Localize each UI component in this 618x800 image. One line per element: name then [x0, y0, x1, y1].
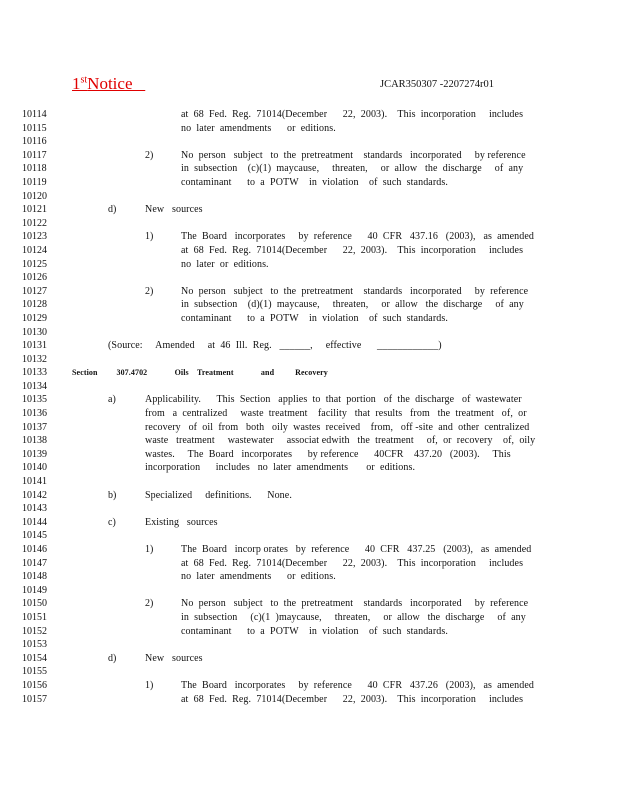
line-number: 10145: [22, 530, 47, 542]
line-text: wastes. The Board incorporates by reference 40CFR 437.20 (2003). This: [145, 448, 511, 460]
line-number: 10126: [22, 272, 47, 284]
line-number: 10121: [22, 204, 47, 216]
document-line: [0, 230, 618, 244]
document-line: [0, 407, 618, 421]
line-number: 10151: [22, 611, 47, 623]
item-marker: d): [108, 204, 117, 216]
line-number: 10125: [22, 258, 47, 270]
document-line: [0, 475, 618, 489]
line-text: no later amendments or editions.: [181, 571, 336, 583]
line-number: 10131: [22, 340, 47, 352]
line-text: at 68 Fed. Reg. 71014(December 22, 2003). This incorporation includes: [181, 693, 524, 705]
line-number: 10140: [22, 462, 47, 474]
section-heading: Section 307.4702 Oils Treatment and Recovery: [72, 368, 328, 378]
document-line: [0, 162, 618, 176]
line-text: Existing sources: [145, 516, 218, 528]
document-line: [0, 529, 618, 543]
line-number: 10119: [22, 176, 47, 188]
item-marker: 2): [145, 598, 154, 610]
line-number: 10152: [22, 625, 47, 637]
line-text: incorporation includes no later amendments or editions.: [145, 462, 416, 474]
line-text: New sources: [145, 652, 203, 664]
line-text: no later or editions.: [181, 258, 269, 270]
line-text: at 68 Fed. Reg. 71014(December 22, 2003). This incorporation includes: [181, 109, 524, 120]
line-number: 10137: [22, 421, 47, 433]
document-line: [0, 339, 618, 353]
document-line: [0, 502, 618, 516]
line-number: 10154: [22, 652, 47, 664]
document-line: [0, 448, 618, 462]
line-number: 10134: [22, 380, 47, 392]
item-marker: d): [108, 652, 117, 664]
line-text: recovery of oil from both oily wastes received from, off -site and other centralized: [145, 421, 530, 433]
line-number: 10117: [22, 149, 47, 161]
document-line: [0, 176, 618, 190]
line-text: Applicability. This Section applies to that portion of the discharge of wastewater: [145, 394, 522, 406]
document-body: [0, 108, 618, 706]
document-line: [0, 434, 618, 448]
document-line: [0, 543, 618, 557]
notice-label: [72, 74, 145, 94]
line-text: in subsection (d)(1) maycause, threaten, or allow the discharge of any: [181, 299, 524, 311]
line-text: no later amendments or editions.: [181, 122, 336, 134]
document-line: [0, 149, 618, 163]
document-line: [0, 366, 618, 380]
line-number: 10132: [22, 353, 47, 365]
line-number: 10150: [22, 598, 47, 610]
line-number: 10129: [22, 312, 47, 324]
line-number: 10148: [22, 571, 47, 583]
line-text: (Source: Amended at 46 Ill. Reg. ______, effective ____________): [108, 340, 442, 352]
item-marker: b): [108, 489, 117, 501]
document-line: [0, 584, 618, 598]
line-text: contaminant to a POTW in violation of such standards.: [181, 625, 448, 637]
document-line: [0, 190, 618, 204]
document-line: [0, 122, 618, 136]
line-number: 10128: [22, 299, 47, 311]
document-line: [0, 516, 618, 530]
document-line: [0, 461, 618, 475]
item-marker: c): [108, 516, 116, 528]
line-number: 10116: [22, 136, 47, 148]
document-line: [0, 108, 618, 122]
page-header: [0, 74, 618, 96]
line-text: The Board incorp orates by reference 40 CFR 437.25 (2003), as amended: [181, 544, 532, 555]
document-line: [0, 135, 618, 149]
line-text: from a centralized waste treatment facility that results from the treatment of, or: [145, 408, 527, 420]
document-line: [0, 597, 618, 611]
line-number: 10135: [22, 394, 47, 406]
line-text: No person subject to the pretreatment standards incorporated by reference: [181, 285, 529, 297]
item-marker: 1): [145, 231, 154, 243]
document-line: [0, 489, 618, 503]
line-number: 10120: [22, 190, 47, 202]
document-line: [0, 285, 618, 299]
line-number: 10136: [22, 408, 47, 420]
notice-word: Notice: [87, 74, 133, 93]
document-line: [0, 625, 618, 639]
line-number: 10146: [22, 544, 47, 555]
item-marker: 2): [145, 149, 154, 161]
line-number: 10127: [22, 285, 47, 297]
document-line: [0, 258, 618, 272]
document-line: [0, 665, 618, 679]
line-text: in subsection (c)(1 )maycause, threaten, or allow the discharge of any: [181, 611, 526, 623]
document-line: [0, 244, 618, 258]
line-number: 10149: [22, 584, 47, 596]
document-line: [0, 557, 618, 571]
document-line: [0, 380, 618, 394]
line-number: 10153: [22, 639, 47, 651]
line-number: 10143: [22, 503, 47, 515]
item-marker: a): [108, 394, 116, 406]
line-text: No person subject to the pretreatment standards incorporated by reference: [181, 149, 526, 161]
document-line: [0, 693, 618, 707]
document-line: [0, 203, 618, 217]
line-text: No person subject to the pretreatment standards incorporated by reference: [181, 598, 529, 610]
line-number: 10118: [22, 163, 47, 175]
line-text: at 68 Fed. Reg. 71014(December 22, 2003). This incorporation includes: [181, 244, 524, 256]
line-number: 10130: [22, 326, 47, 338]
document-line: [0, 679, 618, 693]
line-text: contaminant to a POTW in violation of such standards.: [181, 176, 448, 188]
notice-ordinal-suffix: st: [80, 74, 88, 86]
line-text: The Board incorporates by reference 40 CFR 437.26 (2003), as amended: [181, 679, 534, 691]
line-text: The Board incorporates by reference 40 CFR 437.16 (2003), as amended: [181, 231, 534, 243]
line-number: 10115: [22, 122, 47, 134]
document-line: [0, 393, 618, 407]
line-text: waste treatment wastewater associat edwith the treatment of, or recovery of, oily: [145, 435, 536, 447]
document-line: [0, 326, 618, 340]
document-line: [0, 570, 618, 584]
item-marker: 2): [145, 285, 154, 297]
document-line: [0, 611, 618, 625]
line-number: 10141: [22, 476, 47, 488]
line-number: 10122: [22, 217, 47, 229]
line-number: 10156: [22, 679, 47, 691]
line-text: in subsection (c)(1) maycause, threaten, or allow the discharge of any: [181, 163, 524, 175]
item-marker: 1): [145, 544, 154, 555]
document-line: [0, 421, 618, 435]
line-number: 10124: [22, 244, 47, 256]
item-marker: 1): [145, 679, 154, 691]
line-number: 10155: [22, 666, 47, 678]
line-number: 10123: [22, 231, 47, 243]
line-text: at 68 Fed. Reg. 71014(December 22, 2003). This incorporation includes: [181, 557, 524, 569]
line-text: contaminant to a POTW in violation of such standards.: [181, 312, 448, 324]
line-number: 10114: [22, 109, 47, 120]
line-number: 10133: [22, 367, 47, 379]
document-id: JCAR350307 -2207274r01: [380, 79, 495, 90]
line-number: 10139: [22, 448, 47, 460]
document-line: [0, 638, 618, 652]
document-line: [0, 217, 618, 231]
line-number: 10138: [22, 435, 47, 447]
document-line: [0, 652, 618, 666]
line-text: New sources: [145, 204, 203, 216]
line-number: 10147: [22, 557, 47, 569]
line-number: 10157: [22, 693, 47, 705]
line-number: 10144: [22, 516, 47, 528]
document-line: [0, 271, 618, 285]
document-line: [0, 312, 618, 326]
notice-number: 1: [72, 74, 81, 93]
document-line: [0, 298, 618, 312]
document-line: [0, 353, 618, 367]
line-text: Specialized definitions. None.: [145, 489, 292, 501]
line-number: 10142: [22, 489, 47, 501]
